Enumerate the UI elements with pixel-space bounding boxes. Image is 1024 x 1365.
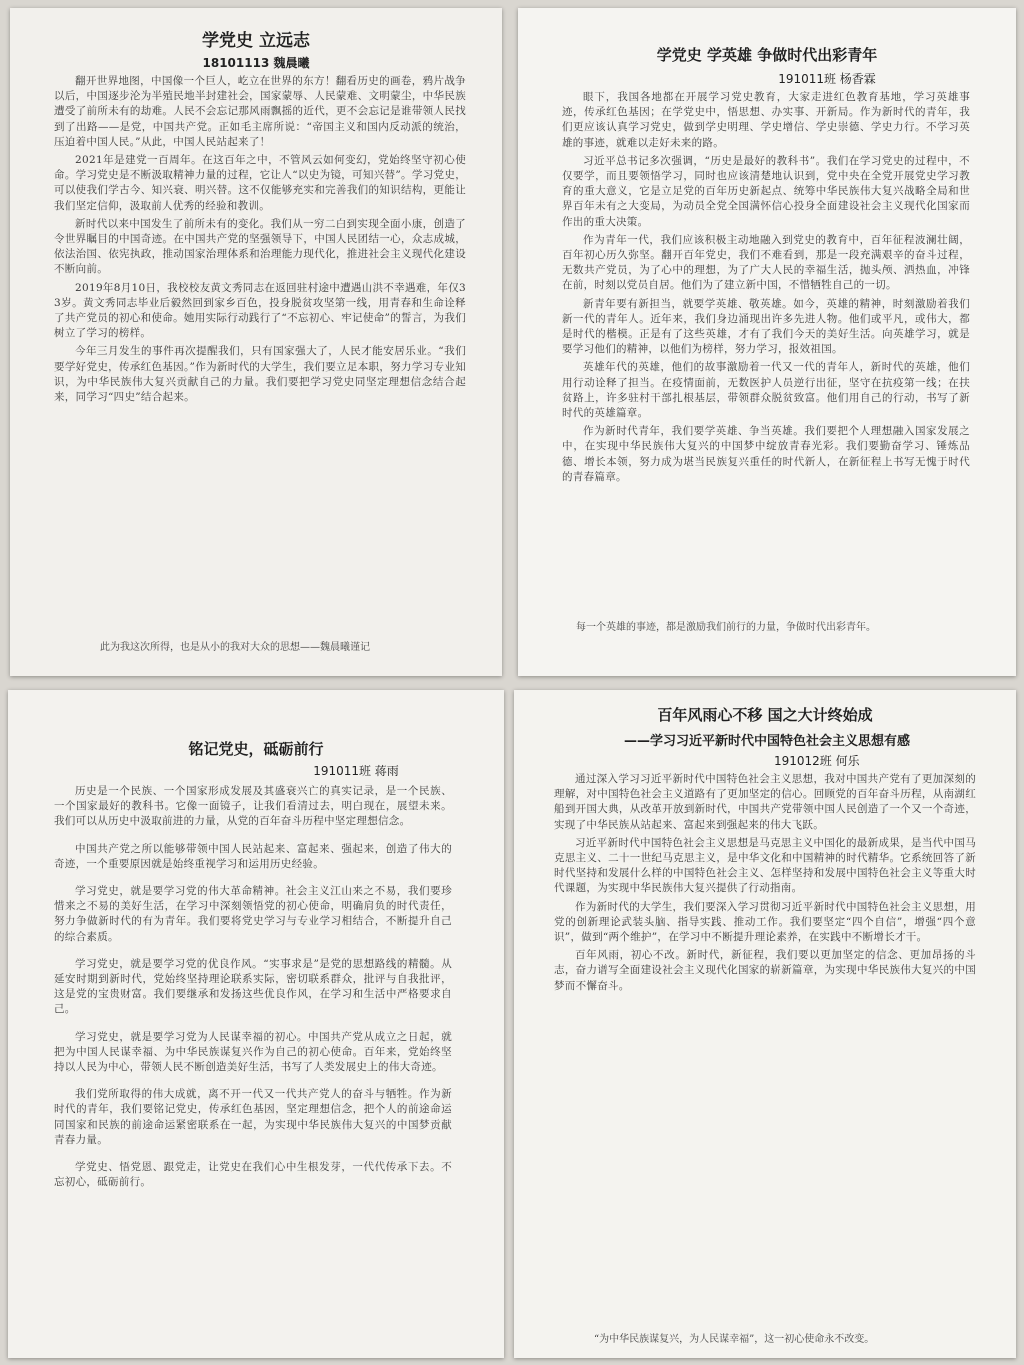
author-byline: 191011班 杨香霖 (778, 72, 876, 86)
paragraph: 作为青年一代，我们应该积极主动地融入到党史的教育中，百年征程波澜壮阔，百年初心历久弥坚。翻开百年党史，我们不难看到，那是一段充满艰辛的奋斗过程，无数共产党员，为了心中的理想，为了广大人民的幸福生活，抛头颅、洒热血，冲锋在前，时刻以党员自居。他们为了建立新中国，不惜牺牲自己的一切。 (562, 233, 970, 292)
paragraph: 2019年8月10日，我校校友黄文秀同志在返回驻村途中遭遇山洪不幸遇难，年仅33岁。黄文秀同志毕业后毅然回到家乡百色，投身脱贫攻坚第一线，用青春和生命诠释了共产党员的初心和使命。她用实际行动践行了“不忘初心、牢记使命”的誓言，为我们树立了学习的榜样。 (54, 281, 466, 340)
paragraph: 眼下，我国各地都在开展学习党史教育，大家走进红色教育基地，学习英雄事迹，传承红色基因；在学党史中，悟思想、办实事、开新局。作为新时代的青年，我们更应该认真学习党史，做到学史明理、学史增信、学史崇德、学史力行。不学习英雄的事迹，就难以走好未来的路。 (562, 91, 970, 149)
author-byline: 191012班 何乐 (774, 754, 860, 768)
paragraph: 通过深入学习习近平新时代中国特色社会主义思想，我对中国共产党有了更加深刻的理解，对中国特色社会主义道路有了更加坚定的信心。回顾党的百年奋斗历程，从南湖红船到开国大典，从改革开放到新时代，中国共产党带领中国人民创造了一个又一个奇迹，实现了中华民族从站起来、富起来到强起来的伟大飞跃。 (554, 773, 976, 831)
article-body (562, 90, 970, 488)
page-title: 百年风雨心不移 国之大计终始成 (657, 706, 873, 724)
paragraph: 学党史、悟党恩、跟党走，让党史在我们心中生根发芽，一代代传承下去。不忘初心，砥砺前行。 (54, 1161, 452, 1189)
author-byline: 18101113 魏晨曦 (202, 56, 310, 70)
page-title: 学党史 学英雄 争做时代出彩青年 (656, 46, 878, 64)
page-title: 铭记党史，砥砺前行 (188, 740, 324, 758)
paragraph: 2021年是建党一百周年。在这百年之中，不管风云如何变幻，党始终坚守初心使命。学习党史是不断汲取精神力量的过程，它让人“以史为镜，可知兴替”。学习党史，可以使我们学古今、知兴衰、明兴替。这不仅能够充实和完善我们的知识结构，更能让我们坚定信仰，汲取前人优秀的经验和教训。 (54, 154, 466, 212)
paragraph: 习近平总书记多次强调，“历史是最好的教科书”。我们在学习党史的过程中，不仅要学，而且要领悟学习，同时也应该清楚地认识到，党中央在全党开展党史学习教育的重大意义，它是立足党的百年历史新起点、统筹中华民族伟大复兴战略全局和世界百年未有之大变局，为动员全党全国满怀信心投身全面建设社会主义现代化国家而作出的重大决策。 (562, 154, 970, 228)
paragraph: 百年风雨，初心不改。新时代，新征程，我们要以更加坚定的信念、更加昂扬的斗志，奋力谱写全面建设社会主义现代化国家的崭新篇章，为实现中华民族伟大复兴的中国梦而不懈奋斗。 (554, 949, 976, 992)
author-byline: 191011班 蒋雨 (313, 764, 399, 778)
document-page-3 (8, 690, 504, 1358)
article-body (554, 772, 976, 997)
page-title: 学党史 立远志 (202, 31, 310, 51)
paragraph: 翻开世界地图，中国像一个巨人，屹立在世界的东方！翻看历史的画卷，鸦片战争以后，中国逐步沦为半殖民地半封建社会，国家蒙辱、人民蒙难、文明蒙尘，中华民族遭受了前所未有的劫难。人民不会忘记那风雨飘摇的近代，更不会忘记是谁带领人民找到了出路——是党，中国共产党。正如毛主席所说：“帝国主义和国内反动派的统治，压迫着中国人民。”从此，中国人民站起来了！ (54, 75, 466, 148)
paragraph: 中国共产党之所以能够带领中国人民站起来、富起来、强起来，创造了伟大的奇迹，一个重要原因就是始终重视学习和运用历史经验。 (54, 842, 452, 870)
paragraph: 我们党所取得的伟大成就，离不开一代又一代共产党人的奋斗与牺牲。作为新时代的青年，我们要铭记党史，传承红色基因，坚定理想信念，把个人的前途命运同国家和民族的前途命运紧密联系在一起，为实现中华民族伟大复兴的中国梦贡献青春力量。 (54, 1088, 452, 1146)
paragraph: 新青年要有新担当，就要学英雄、敬英雄。如今，英雄的精神，时刻激励着我们新一代的青年人。近年来，我们身边涌现出许多先进人物。他们或平凡，或伟大，都是时代的楷模。正是有了这些英雄，才有了我们今天的美好生活。向英雄学习，就是要学习他们的精神，以他们为榜样，努力学习，报效祖国。 (562, 297, 970, 356)
closing-line: 此为我这次所得，也是从小的我对大众的思想——魏晨曦谨记 (100, 642, 370, 653)
document-page-1 (10, 8, 502, 676)
paragraph: 作为新时代的大学生，我们要深入学习贯彻习近平新时代中国特色社会主义思想，用党的创新理论武装头脑、指导实践、推动工作。我们要坚定“四个自信”，增强“四个意识”，做到“两个维护”，在学习中不断提升理论素养，在实践中不断增长才干。 (554, 900, 976, 944)
paragraph: 学习党史，就是要学习党的伟大革命精神。社会主义江山来之不易，我们要珍惜来之不易的美好生活，在学习中深刻领悟党的初心使命，明确肩负的时代责任，努力争做新时代的有为青年。我们要将党史学习与专业学习相结合，不断提升自己的综合素质。 (54, 885, 452, 943)
paragraph: 作为新时代青年，我们要学英雄、争当英雄。我们要把个人理想融入国家发展之中，在实现中华民族伟大复兴的中国梦中绽放青春光彩。我们要勤奋学习、锤炼品德、增长本领，努力成为堪当民族复兴重任的时代新人，在新征程上书写无愧于时代的青春篇章。 (562, 425, 970, 483)
article-body (54, 784, 452, 1193)
article-body (54, 74, 466, 408)
page-subtitle: ——学习习近平新时代中国特色社会主义思想有感 (624, 734, 911, 749)
paragraph: 新时代以来中国发生了前所未有的变化。我们从一穷二白到实现全面小康，创造了令世界瞩目的中国奇迹。在中国共产党的坚强领导下，中国人民团结一心，众志成城，依法治国、依宪执政，推动国家治理体系和治理能力现代化，推进社会主义现代化建设不断向前。 (54, 217, 466, 276)
paragraph: 英雄年代的英雄，他们的故事激励着一代又一代的青年人，新时代的英雄，他们用行动诠释了担当。在疫情面前，无数医护人员逆行出征，坚守在抗疫第一线；在扶贫路上，许多驻村干部扎根基层，带领群众脱贫致富。他们用自己的行动，书写了新时代的英雄篇章。 (562, 361, 970, 420)
document-page-4 (514, 690, 1016, 1358)
paragraph: 学习党史，就是要学习党为人民谋幸福的初心。中国共产党从成立之日起，就把为中国人民谋幸福、为中华民族谋复兴作为自己的初心使命。百年来，党始终坚持以人民为中心，带领人民不断创造美好生活，书写了人类发展史上的伟大奇迹。 (54, 1030, 452, 1074)
paragraph: 今年三月发生的事件再次提醒我们，只有国家强大了，人民才能安居乐业。“我们要学好党史，传承红色基因。”作为新时代的大学生，我们要立足本职，努力学习专业知识，为中华民族伟大复兴贡献自己的力量。我们要把学习党史同坚定理想信念结合起来，同学习“四史”结合起来。 (54, 345, 466, 404)
closing-line: “为中华民族谋复兴，为人民谋幸福”，这一初心使命永不改变。 (594, 1334, 875, 1345)
paragraph: 历史是一个民族、一个国家形成发展及其盛衰兴亡的真实记录，是一个民族、一个国家最好的教科书。它像一面镜子，让我们看清过去，明白现在，展望未来。我们可以从历史中汲取前进的力量，从党的百年奋斗历程中坚定理想信念。 (54, 785, 452, 828)
paragraph: 习近平新时代中国特色社会主义思想是马克思主义中国化的最新成果，是当代中国马克思主义、二十一世纪马克思主义，是中华文化和中国精神的时代精华。它系统回答了新时代坚持和发展什么样的中国特色社会主义、怎样坚持和发展中国特色社会主义等重大时代课题，为实现中华民族伟大复兴提供了行动指南。 (554, 836, 976, 895)
closing-line: 每一个英雄的事迹，都是激励我们前行的力量，争做时代出彩青年。 (576, 622, 876, 633)
document-page-2 (518, 8, 1016, 676)
paragraph: 学习党史，就是要学习党的优良作风。“实事求是”是党的思想路线的精髓。从延安时期到新时代，党始终坚持理论联系实际，密切联系群众，批评与自我批评，这是党的宝贵财富。我们要继承和发扬这些优良作风，在学习和生活中严格要求自己。 (54, 957, 452, 1016)
